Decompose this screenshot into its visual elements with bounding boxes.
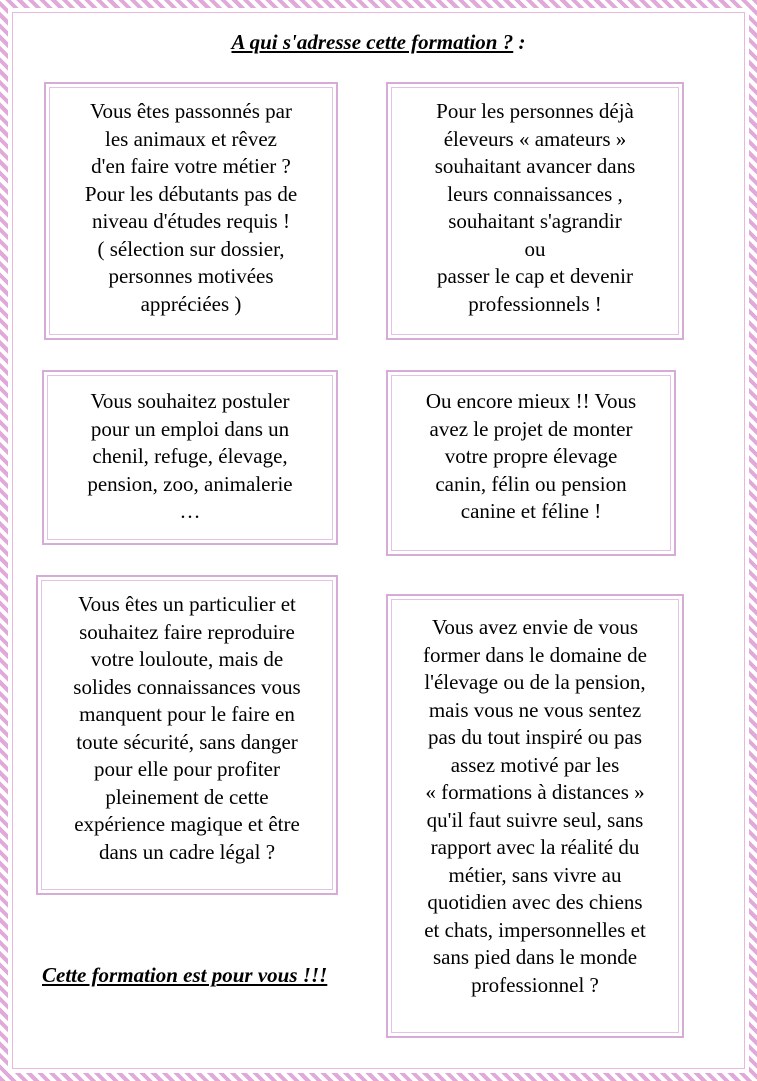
audience-box-text: Ou encore mieux !! Vous avez le projet de monter votre propre élevage canin, félin ou pension canine et féline ! xyxy=(425,389,637,523)
audience-box-distance-learning xyxy=(386,594,684,1038)
audience-box-text: Vous êtes un particulier et souhaitez faire reproduire votre louloute, mais de solides connaissances vous manquent pour le faire en toute sécurité, sans danger pour elle pour profiter pleinement de cette expérience magique et être dans un cadre légal ? xyxy=(73,592,301,864)
audience-box-job-seekers xyxy=(42,370,338,545)
heading-suffix: : xyxy=(513,30,526,54)
audience-box-passionate xyxy=(44,82,338,340)
audience-box-own-business xyxy=(386,370,676,556)
audience-box-text: Vous souhaitez postuler pour un emploi dans un chenil, refuge, élevage, pension, zoo, animalerie … xyxy=(87,389,293,523)
audience-box-text: Vous êtes passonnés par les animaux et rêvez d'en faire votre métier ? Pour les débutants pas de niveau d'études requis ! ( sélection sur dossier, personnes motivées appréciées ) xyxy=(84,99,298,316)
audience-box-amateur-breeders xyxy=(386,82,684,340)
page-heading xyxy=(0,30,757,55)
audience-box-private-owner xyxy=(36,575,338,895)
closing-statement: Cette formation est pour vous !!! xyxy=(42,963,328,987)
audience-box-text: Pour les personnes déjà éleveurs « amateurs » souhaitant avancer dans leurs connaissances , souhaitant s'agrandir ou passer le cap et devenir professionnels ! xyxy=(434,99,636,316)
audience-box-text: Vous avez envie de vous former dans le domaine de l'élevage ou de la pension, mais vous ne vous sentez pas du tout inspiré ou pas assez motivé par les « formations à distances » qu'il faut suivre seul, sans rapport avec la réalité du métier, sans vivre au quotidien avec des chiens et chats, impersonnelles et sans pied dans le monde professionnel ? xyxy=(423,615,647,997)
heading-title: A qui s'adresse cette formation ? xyxy=(231,30,514,54)
